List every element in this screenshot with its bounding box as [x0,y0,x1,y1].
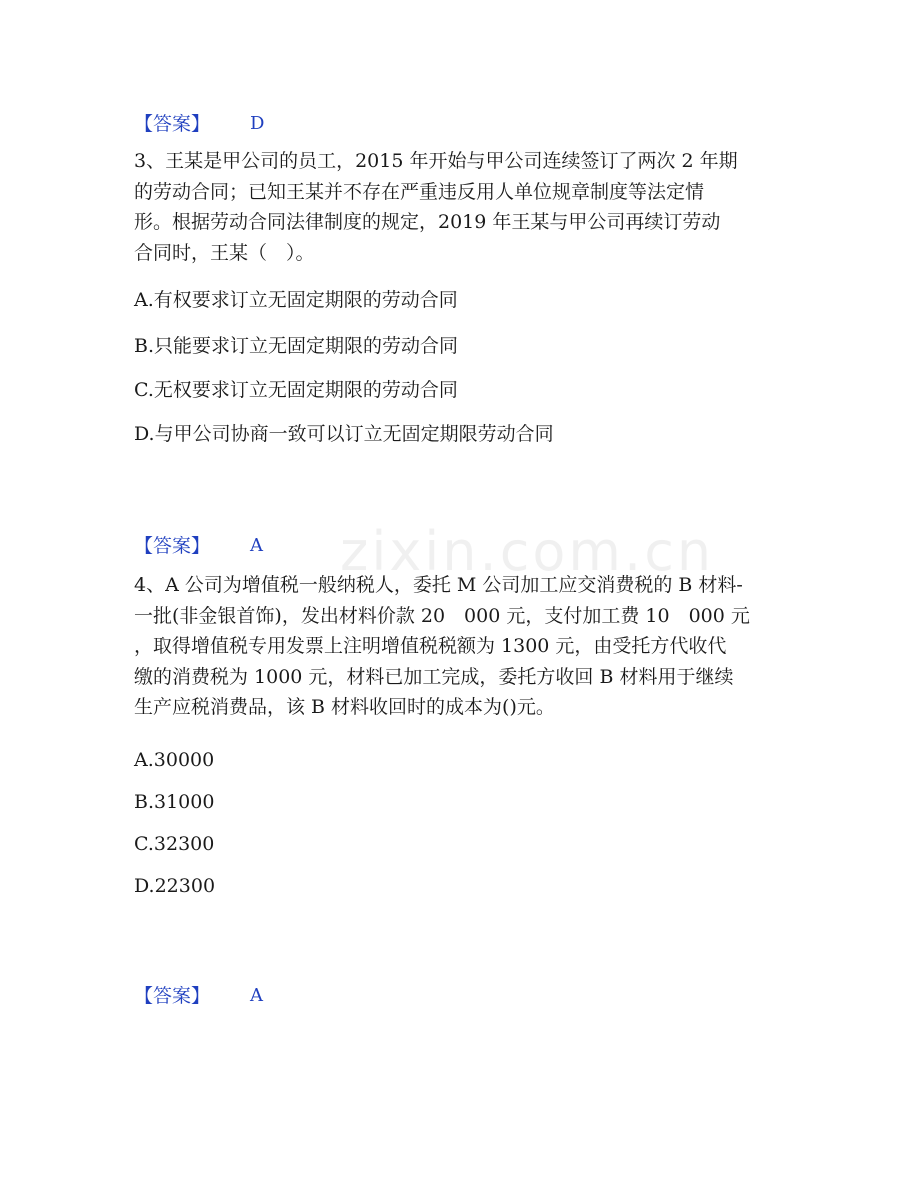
question-3-option-c: C.无权要求订立无固定期限的劳动合同 [134,379,458,401]
stem-line: 的劳动合同；已知王某并不存在严重违反用人单位规章制度等法定情 [134,180,705,203]
question-3-option-b: B.只能要求订立无固定期限的劳动合同 [134,335,459,357]
question-3-stem [134,146,784,268]
question-4-option-a: A.30000 [134,749,215,771]
answer-block-3 [134,984,263,1008]
answer-label: 【答案】 [134,535,211,557]
watermark: zixin.com.cn [340,520,715,583]
stem-line: 合同时，王某（ ）。 [134,241,315,264]
stem-line: 形。根据劳动合同法律制度的规定，2019 年王某与甲公司再续订劳动 [134,211,721,233]
stem-line: 3、王某是甲公司的员工，2015 年开始与甲公司连续签订了两次 2 年期 [134,150,738,172]
stem-line: 4、A 公司为增值税一般纳税人，委托 M 公司加工应交消费税的 B 材料- [134,574,743,596]
answer-label: 【答案】 [134,113,211,135]
question-4-option-b: B.31000 [134,791,215,813]
question-4-option-d: D.22300 [134,875,216,897]
question-3-option-d: D.与甲公司协商一致可以订立无固定期限劳动合同 [134,423,554,445]
stem-line: ，取得增值税专用发票上注明增值税税额为 1300 元，由受托方代收代 [134,635,727,657]
question-3-option-a: A.有权要求订立无固定期限的劳动合同 [134,289,458,311]
question-4-stem [134,570,784,723]
stem-line: 一批(非金银首饰)，发出材料价款 20 000 元，支付加工费 10 000 元 [134,604,750,627]
question-4-option-c: C.32300 [134,833,215,855]
answer-value: A [250,985,263,1006]
stem-line: 缴的消费税为 1000 元，材料已加工完成，委托方收回 B 材料用于继续 [134,665,734,688]
stem-line: 生产应税消费品，该 B 材料收回时的成本为()元。 [134,696,555,718]
answer-value: D [250,113,265,134]
answer-value: A [250,535,263,556]
answer-block-2 [134,534,263,558]
answer-block-1 [134,112,265,136]
answer-label: 【答案】 [134,985,211,1007]
